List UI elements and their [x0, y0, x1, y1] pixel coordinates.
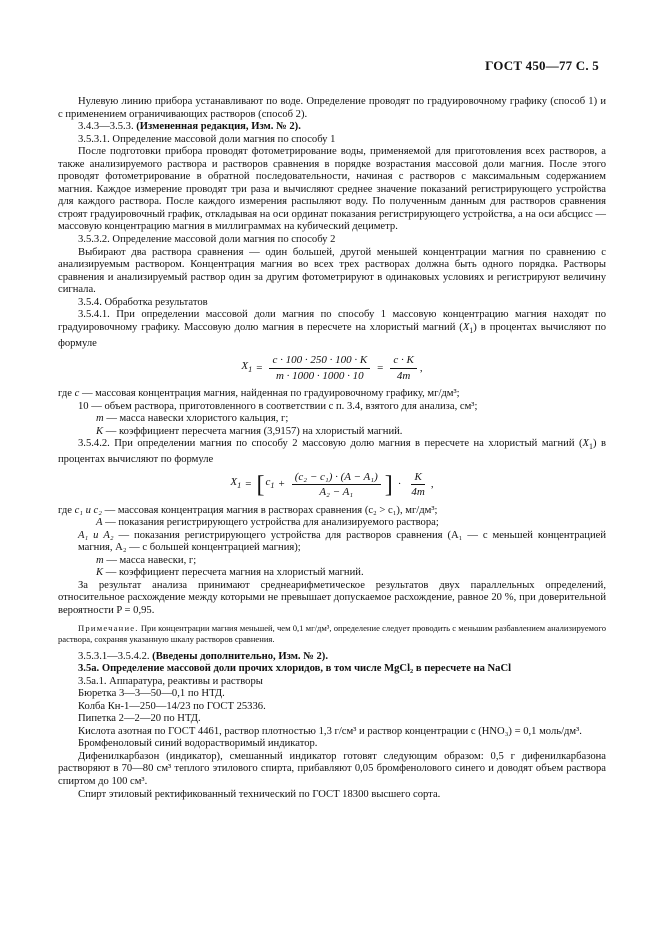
formula-numerator: c · K: [390, 354, 416, 369]
formula-denominator: m · 1000 · 1000 · 10: [275, 369, 364, 382]
paragraph: За результат анализа принимают среднеарифметическое результатов двух параллельных определений, относительное расхождение между которыми не превышает допускаемое расхождение, равное 20 %, при доверительной вероятности P = 0,95.: [58, 579, 606, 616]
section-heading: 3.5а. Определение массовой доли прочих хлоридов, в том числе MgCl₂ в пересчете на NaCl: [78, 663, 512, 675]
definition-row: 10 — объем раствора, приготовленного в соответствии с п. 3.4, взятого для анализа, см³;: [78, 400, 478, 412]
amendment-note: 3.4.3—3.5.3. (Измененная редакция, Изм. № 2).: [78, 121, 301, 133]
formula-numerator: (c₂ − c₁) · (A − A₁): [292, 471, 381, 486]
definition-row: m — масса навески хлористого кальция, г;: [96, 413, 289, 425]
list-item: Спирт этиловый ректификованный технический по ГОСТ 18300 высшего сорта.: [78, 788, 441, 800]
list-item: Бромфеноловый синий водорастворимый индикатор.: [78, 738, 318, 750]
paragraph: После подготовки прибора проводят фотометрирование воды, применяемой для приготовления всех растворов, а также анализируемого раствора и растворов сравнения в порядке возрастания массовой доли магния. После этого проводят фотометрирование в обратной последовательности, начиная с растворов с максимальным содержанием магния. Каждое измерение проводят три раза и вычисляют среднее значение показаний регистрирующего устройства для каждого раствора. После каждого измерения распыляют воду. По полученным данным для растворов сравнения строят градуировочный график, откладывая на оси ординат показания регистрирующего устройства, а на оси абсцисс — массовую концентрацию магния в миллиграммах на кубический дециметр.: [58, 146, 606, 233]
list-item: Пипетка 2—2—20 по НТД.: [78, 713, 201, 725]
formula-numerator: K: [411, 471, 424, 486]
paragraph: Выбирают два раствора сравнения — один большей, другой меньшей концентрации магния по сравнению с анализируемым раствором. Концентрация магния во всех трех растворах должна быть одного порядка. Растворы сравнения и анализируемый раствор один за другим фотометрируют в одинаковых условиях и регистрируют величину сигнала.: [58, 246, 606, 296]
formula-2: $X_1$ = [ $c_1$ + $\frac{\text{(c₂ − c₁) · (A − A₁)}}{\text{A₂ − A₁}}$ ] · $\frac{K}{4m}$ ,: [230, 470, 434, 499]
variable-definitions-2: [58, 505, 606, 580]
definition-row: K — коэффициент пересчета магния на хлористый магний.: [96, 567, 364, 579]
footnote: Примечание. При концентрации магния меньшей, чем 0,1 мг/дм³, определение следует проводить с меньшим разбавлением анализируемого раствора, сохраняя указанную шкалу растворов сравнения.: [58, 622, 607, 644]
list-item: Кислота азотная по ГОСТ 4461, раствор плотностью 1,3 г/см³ и раствор концентрации c (HNO₃) = 0,1 моль/дм³.: [78, 725, 582, 737]
amendment-note: 3.5.3.1—3.5.4.2. (Введены дополнительно, Изм. № 2).: [78, 650, 328, 662]
list-item: Бюретка 3—3—50—0,1 по НТД.: [78, 688, 225, 700]
page-header: ГОСТ 450—77 С. 5: [485, 58, 599, 73]
formula-denominator: 4m: [411, 486, 425, 499]
definition-row: A₁ и A₂ — показания регистрирующего устройства для растворов сравнения (A₁ — с меньшей концентрацией магния, A₂ — с большей концентрацией магния);: [78, 529, 607, 554]
list-item: Дифенилкарбазон (индикатор), смешанный индикатор готовят следующим образом: 0,5 г дифенилкарбазона растворяют в 70—80 см³ теплого этилового спирта, прибавляют 0,05 бромфенолового синего и доводят объем раствора спиртом до 100 см³.: [58, 750, 606, 788]
definition-row: m — масса навески, г;: [96, 554, 197, 566]
definition-row: A — показания регистрирующего устройства для анализируемого раствора;: [96, 517, 439, 529]
section-heading: 3.5.4. Обработка результатов: [78, 296, 208, 308]
formula-1: $X_1$ = $\frac{c \cdot 100 \cdot 250 \cdot 100 \cdot K}{m \cdot 1000 \cdot 1000 \cdot 10}$ = $\frac{c \cdot K}{4m}$ ,: [241, 354, 423, 382]
section-heading: 3.5.3.1. Определение массовой доли магния по способу 1: [78, 133, 336, 145]
definition-row: где c₁ и c₂ — массовая концентрация магния в растворах сравнения (c₂ > c₁), мг/дм³;: [58, 504, 438, 516]
variable-definitions-1: [58, 388, 606, 438]
paragraph: 3.5.4.1. При определении массовой доли магния по способу 1 массовую концентрацию магния находят по градуировочному графику. Массовую долю магния в пересчете на хлористый магний $(X_1)$ в процентах вычисляют по формуле: [58, 309, 606, 349]
paragraph: 3.5.4.2. При определении магния по способу 2 массовую долю магния в пересчете на хлористый магний $(X_1)$ в процентах вычисляют по формуле: [58, 438, 606, 465]
list-item: Колба Кн-1—250—14/23 по ГОСТ 25336.: [78, 700, 266, 712]
formula-denominator: 4m: [396, 369, 411, 382]
formula-denominator: A₂ − A₁: [319, 486, 354, 499]
definition-row: где c — массовая концентрация магния, найденная по градуировочному графику, мг/дм³;: [58, 388, 460, 400]
section-heading: 3.5.3.2. Определение массовой доли магния по способу 2: [78, 234, 336, 246]
definition-row: K — коэффициент пересчета магния (3,9157) на хлористый магний.: [96, 425, 403, 437]
paragraph: Нулевую линию прибора устанавливают по воде. Определение проводят по градуировочному графику (способ 1) и с применением ограничивающих растворов (способ 2).: [58, 96, 606, 120]
document-body: [58, 96, 606, 801]
section-heading: 3.5а.1. Аппаратура, реактивы и растворы: [78, 675, 263, 687]
formula-numerator: c · 100 · 250 · 100 · K: [269, 354, 370, 369]
